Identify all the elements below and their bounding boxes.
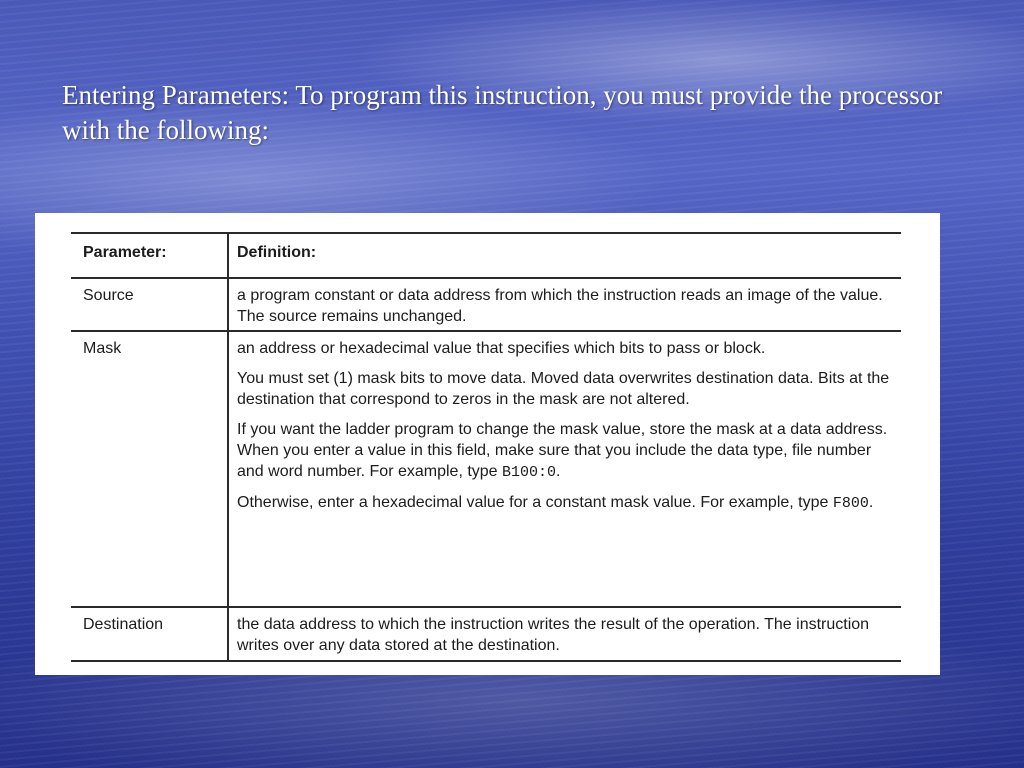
table-header-row xyxy=(71,234,901,277)
definition-text: the data address to which the instruction writes the result of the operation. The instruction writes over any data stored at the destination. xyxy=(237,616,870,654)
sentence-end: . xyxy=(556,463,561,480)
definition-text-with-example xyxy=(237,419,901,483)
parameter-name: Mask xyxy=(71,332,229,606)
example-code: F800 xyxy=(832,495,869,512)
definition-cell xyxy=(229,608,901,660)
parameter-name: Source xyxy=(71,279,229,330)
example-code: B100:0 xyxy=(502,464,557,481)
parameter-table-image xyxy=(35,213,940,675)
definition-header: Definition: xyxy=(237,244,317,261)
sentence-end: . xyxy=(868,494,874,511)
definition-text-with-example xyxy=(237,492,901,514)
parameter-table xyxy=(71,232,901,662)
definition-text: If you want the ladder program to change the mask value, store the mask at a data address. When you enter a value in this field, make sure that you include the data type, file number and word number. For example, type xyxy=(237,421,888,480)
definition-cell xyxy=(229,279,901,330)
table-row-destination xyxy=(71,608,901,660)
definition-text: You must set (1) mask bits to move data. Moved data overwrites destination data. Bits at the destination that correspond to zeros in the mask are not altered. xyxy=(237,370,890,408)
definition-text: a program constant or data address from which the instruction reads an image of the value. The source remains unchanged. xyxy=(237,287,883,325)
parameter-name: Destination xyxy=(71,608,229,660)
definition-text: an address or hexadecimal value that specifies which bits to pass or block. xyxy=(237,340,766,357)
definition-cell xyxy=(229,332,901,606)
slide-title: Entering Parameters: To program this instruction, you must provide the processor with the following: xyxy=(62,80,943,145)
parameter-header: Parameter: xyxy=(71,234,229,277)
table-row-mask xyxy=(71,332,901,606)
table-bottom-rule xyxy=(71,660,901,662)
definition-text: Otherwise, enter a hexadecimal value for a constant mask value. For example, type xyxy=(237,494,833,511)
table-row-source xyxy=(71,279,901,330)
